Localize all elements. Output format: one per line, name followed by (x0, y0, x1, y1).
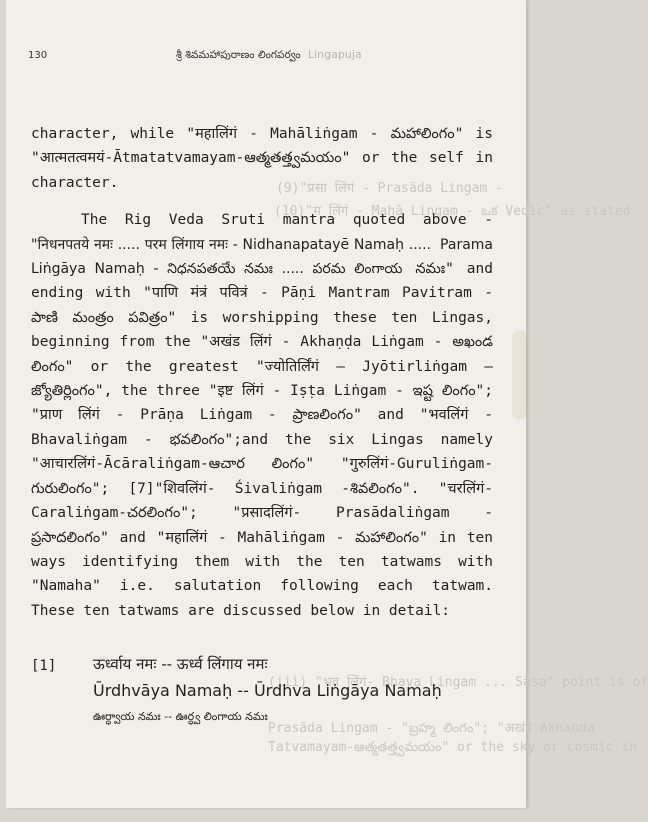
paragraph-1: character, while "महालिंगं - Mahāliṅgam - మహాలింగం" is "आत्मतत्वमयं-Ātmatatvamayam-ఆత్మతత్త్వమయం" or the self in character. (31, 126, 493, 191)
bleed-through-text: Tatvamayam-ఆత్మతత్త్వమయం" or the sky or cosmic in (268, 740, 638, 755)
bleed-through-text: (9)"प्रसा लिंगं - Prasāda Lingam - (276, 181, 503, 196)
item-telugu: ఊర్ధ్వాయ నమః -- ఊర్ధ్వ లింగాయ నమః (93, 710, 268, 723)
body-text (31, 122, 493, 623)
bleed-through-text: Prasāda Lingam - "బ్రహ్మ లింగం"; "अखंड Akhaṇḍa (268, 721, 595, 736)
item-transliteration: Ūrdhvāya Namaḥ -- Ūrdhva Liṅgāya Namaḥ (93, 681, 442, 700)
page-number: 130 (28, 50, 48, 61)
item-devanagari: ऊर्ध्वाय नमः -- ऊर्ध्व लिंगाय नमः (93, 655, 268, 673)
paragraph-2: The Rig Veda Sruti mantra quoted above - "निधनपतये नमः ..... परम लिंगाय नमः - Nidhanapatayē Namaḥ ..... Parama Liṅgāya Namaḥ - నిధనపతయే నమః ..... పరమ లింగాయ నమః" and ending with "पाणि मंत्रं पवित्रं - Pāṇi Mantram Pavitram - పాణి మంత్రం పవిత్రం" is worshipping these ten Lingas, beginning from the "अखंड लिंगं - Akhaṇḍa Liṅgam - అఖండ లింగం" or the greatest "ज्योतिर्लिंगं – Jyōtirliṅgam – జ్యోతిర్లింగం", the three "इष्ट लिंगं - Iṣṭa Liṅgam - ఇష్ట లింగం"; "प्राण लिंगं - Prāṇa Liṅgam - ప్రాణలింగం" and "भवलिंगं - Bhavaliṅgam - భవలింగం";and the six Lingas namely "आचारलिंगं-Ācāraliṅgam-ఆచార లింగం" "गुरुलिंगं-Guruliṅgam- గురులింగం"; [7]"शिवलिंगं- Śivaliṅgam -శివలింగం". "चरलिंगं-Caraliṅgam-చరలింగం"; "प्रसादलिंगं- Prasādaliṅgam - ప్రసాదలింగం" and "महालिंगं - Mahāliṅgam - మహాలింగం" in ten ways identifying them with the ten tatwams with "Namaha" i.e. salutation following each tatwam. These ten tatwams are discussed below in detail: (31, 212, 494, 619)
paper-stain (512, 330, 528, 420)
running-head (28, 50, 496, 68)
bleed-through-text: (10)"म लिंगं - Mahā Lingam - ఒక Vedic" as stated (274, 204, 631, 219)
item-number: [1] (31, 658, 57, 674)
book-title: శ్రీ శివమహాపురాణం లింగపర్వం (176, 49, 301, 61)
bleed-through-title: Lingapuja (308, 48, 362, 61)
book-page (6, 0, 648, 808)
bleed-through-text: (iii) "भव लिंगं- Bhava Lingam ... Sāsa" point is of (268, 675, 648, 690)
